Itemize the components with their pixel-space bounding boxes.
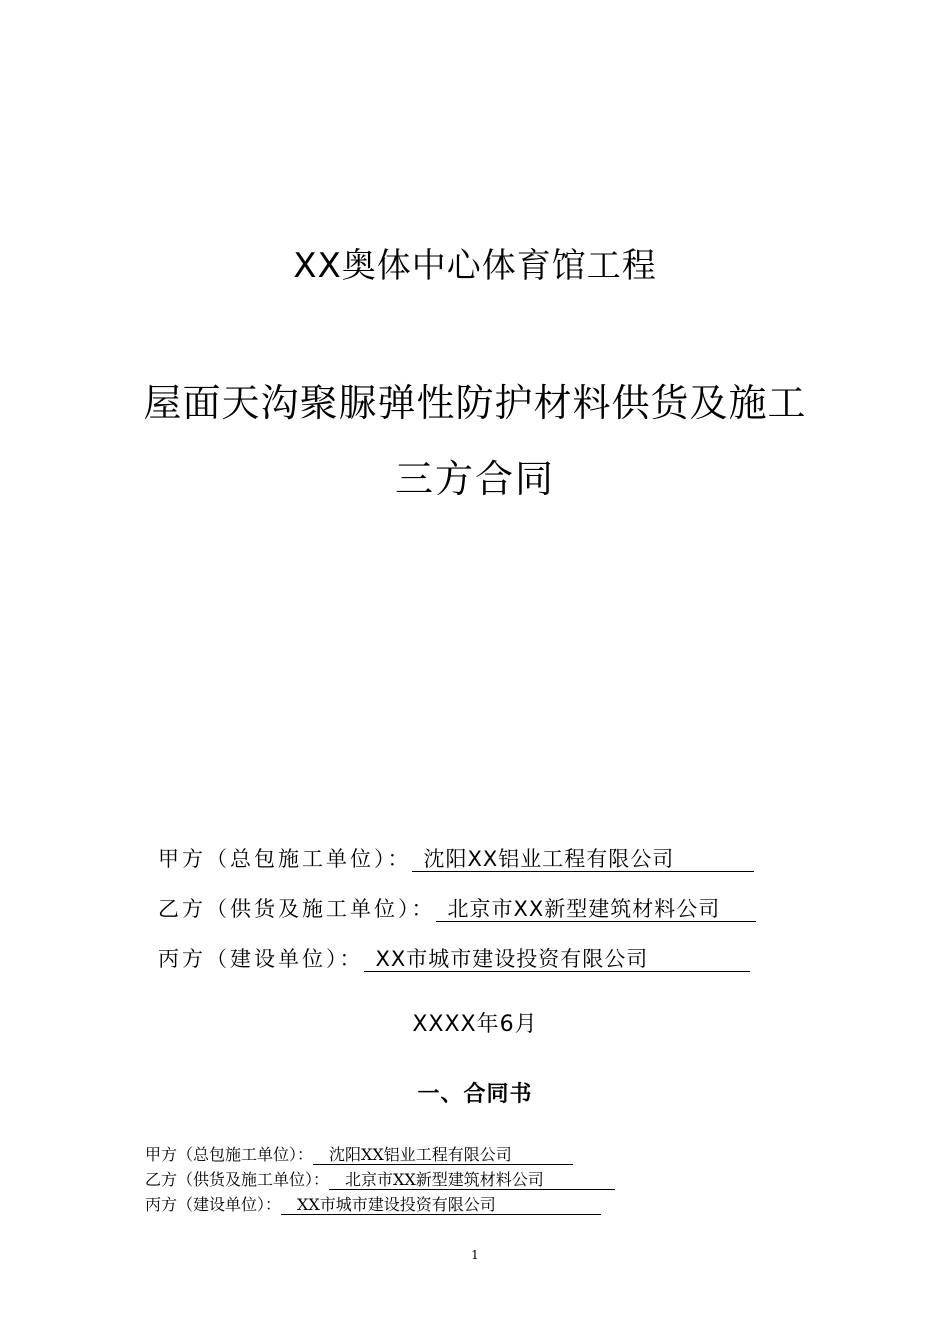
contract-title: 屋面天沟聚脲弹性防护材料供货及施工 xyxy=(143,381,807,425)
body-party-b xyxy=(145,1167,615,1190)
body-party-a xyxy=(145,1142,573,1165)
party-label: 甲方（总包施工单位）： xyxy=(158,847,412,871)
contract-subtitle: 三方合同 xyxy=(394,457,555,501)
cover-party-c xyxy=(158,943,750,973)
party-name: 北京市XX新型建筑材料公司 xyxy=(436,897,756,922)
party-label: 丙方（建设单位）： xyxy=(145,1195,282,1214)
section-heading: 一、合同书 xyxy=(417,1082,533,1107)
cover-party-b xyxy=(158,893,756,923)
page-number: 1 xyxy=(471,1248,479,1262)
party-name: 沈阳XX铝业工程有限公司 xyxy=(313,1145,573,1165)
party-label: 丙方（建设单位）： xyxy=(158,947,364,971)
party-label: 乙方（供货及施工单位）： xyxy=(145,1170,330,1189)
party-name: XX市城市建设投资有限公司 xyxy=(364,947,750,972)
body-party-c xyxy=(145,1192,601,1215)
party-name: 北京市XX新型建筑材料公司 xyxy=(329,1170,615,1190)
project-title: XX奥体中心体育馆工程 xyxy=(293,246,657,286)
cover-party-a xyxy=(158,843,754,873)
party-name: XX市城市建设投资有限公司 xyxy=(281,1195,601,1215)
party-label: 甲方（总包施工单位）： xyxy=(145,1145,314,1164)
party-label: 乙方（供货及施工单位）： xyxy=(158,897,436,921)
contract-date: XXXX年6月 xyxy=(412,1012,538,1037)
party-name: 沈阳XX铝业工程有限公司 xyxy=(412,847,754,872)
